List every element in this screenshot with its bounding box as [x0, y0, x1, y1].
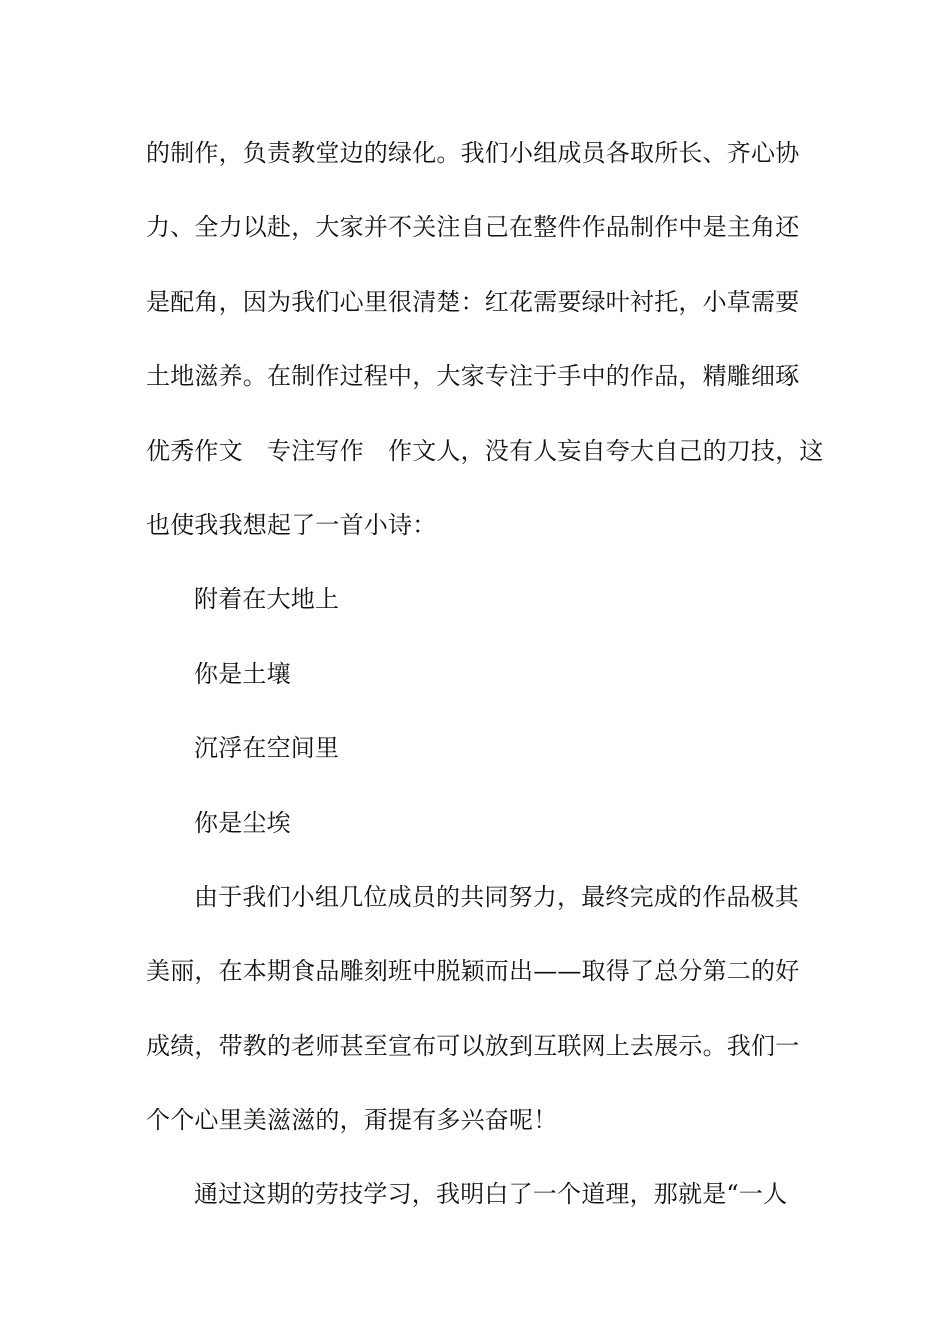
paragraph-start-line: 由于我们小组几位成员的共同努力，最终完成的作品极其: [194, 882, 799, 911]
text-line: 个个心里美滋滋的，甭提有多兴奋呢！: [146, 1106, 558, 1135]
text-line: 成绩，带教的老师甚至宣布可以放到互联网上去展示。我们一: [146, 1031, 800, 1060]
paragraph-start-line: 通过这期的劳技学习，我明白了一个道理，那就是“一人: [194, 1180, 788, 1209]
text-line: 也使我我想起了一首小诗：: [146, 510, 437, 539]
text-line: 土地滋养。在制作过程中，大家专注于手中的作品，精雕细琢: [146, 362, 800, 391]
poem-line: 附着在大地上: [194, 585, 340, 614]
text-line: 力、全力以赴，大家并不关注自己在整件作品制作中是主角还: [146, 213, 800, 242]
poem-line: 你是尘埃: [194, 808, 291, 837]
body-text: [146, 131, 824, 1247]
poem-line: 沉浮在空间里: [194, 734, 340, 763]
text-line: 是配角，因为我们心里很清楚：红花需要绿叶衬托，小草需要: [146, 287, 800, 316]
text-line: 美丽，在本期食品雕刻班中脱颖而出——取得了总分第二的好: [146, 957, 800, 986]
text-line: 优秀作文 专注写作 作文人，没有人妄自夸大自己的刀技，这: [146, 436, 824, 465]
text-line: 的制作，负责教堂边的绿化。我们小组成员各取所长、齐心协: [146, 139, 800, 167]
poem-line: 你是土壤: [194, 659, 291, 688]
